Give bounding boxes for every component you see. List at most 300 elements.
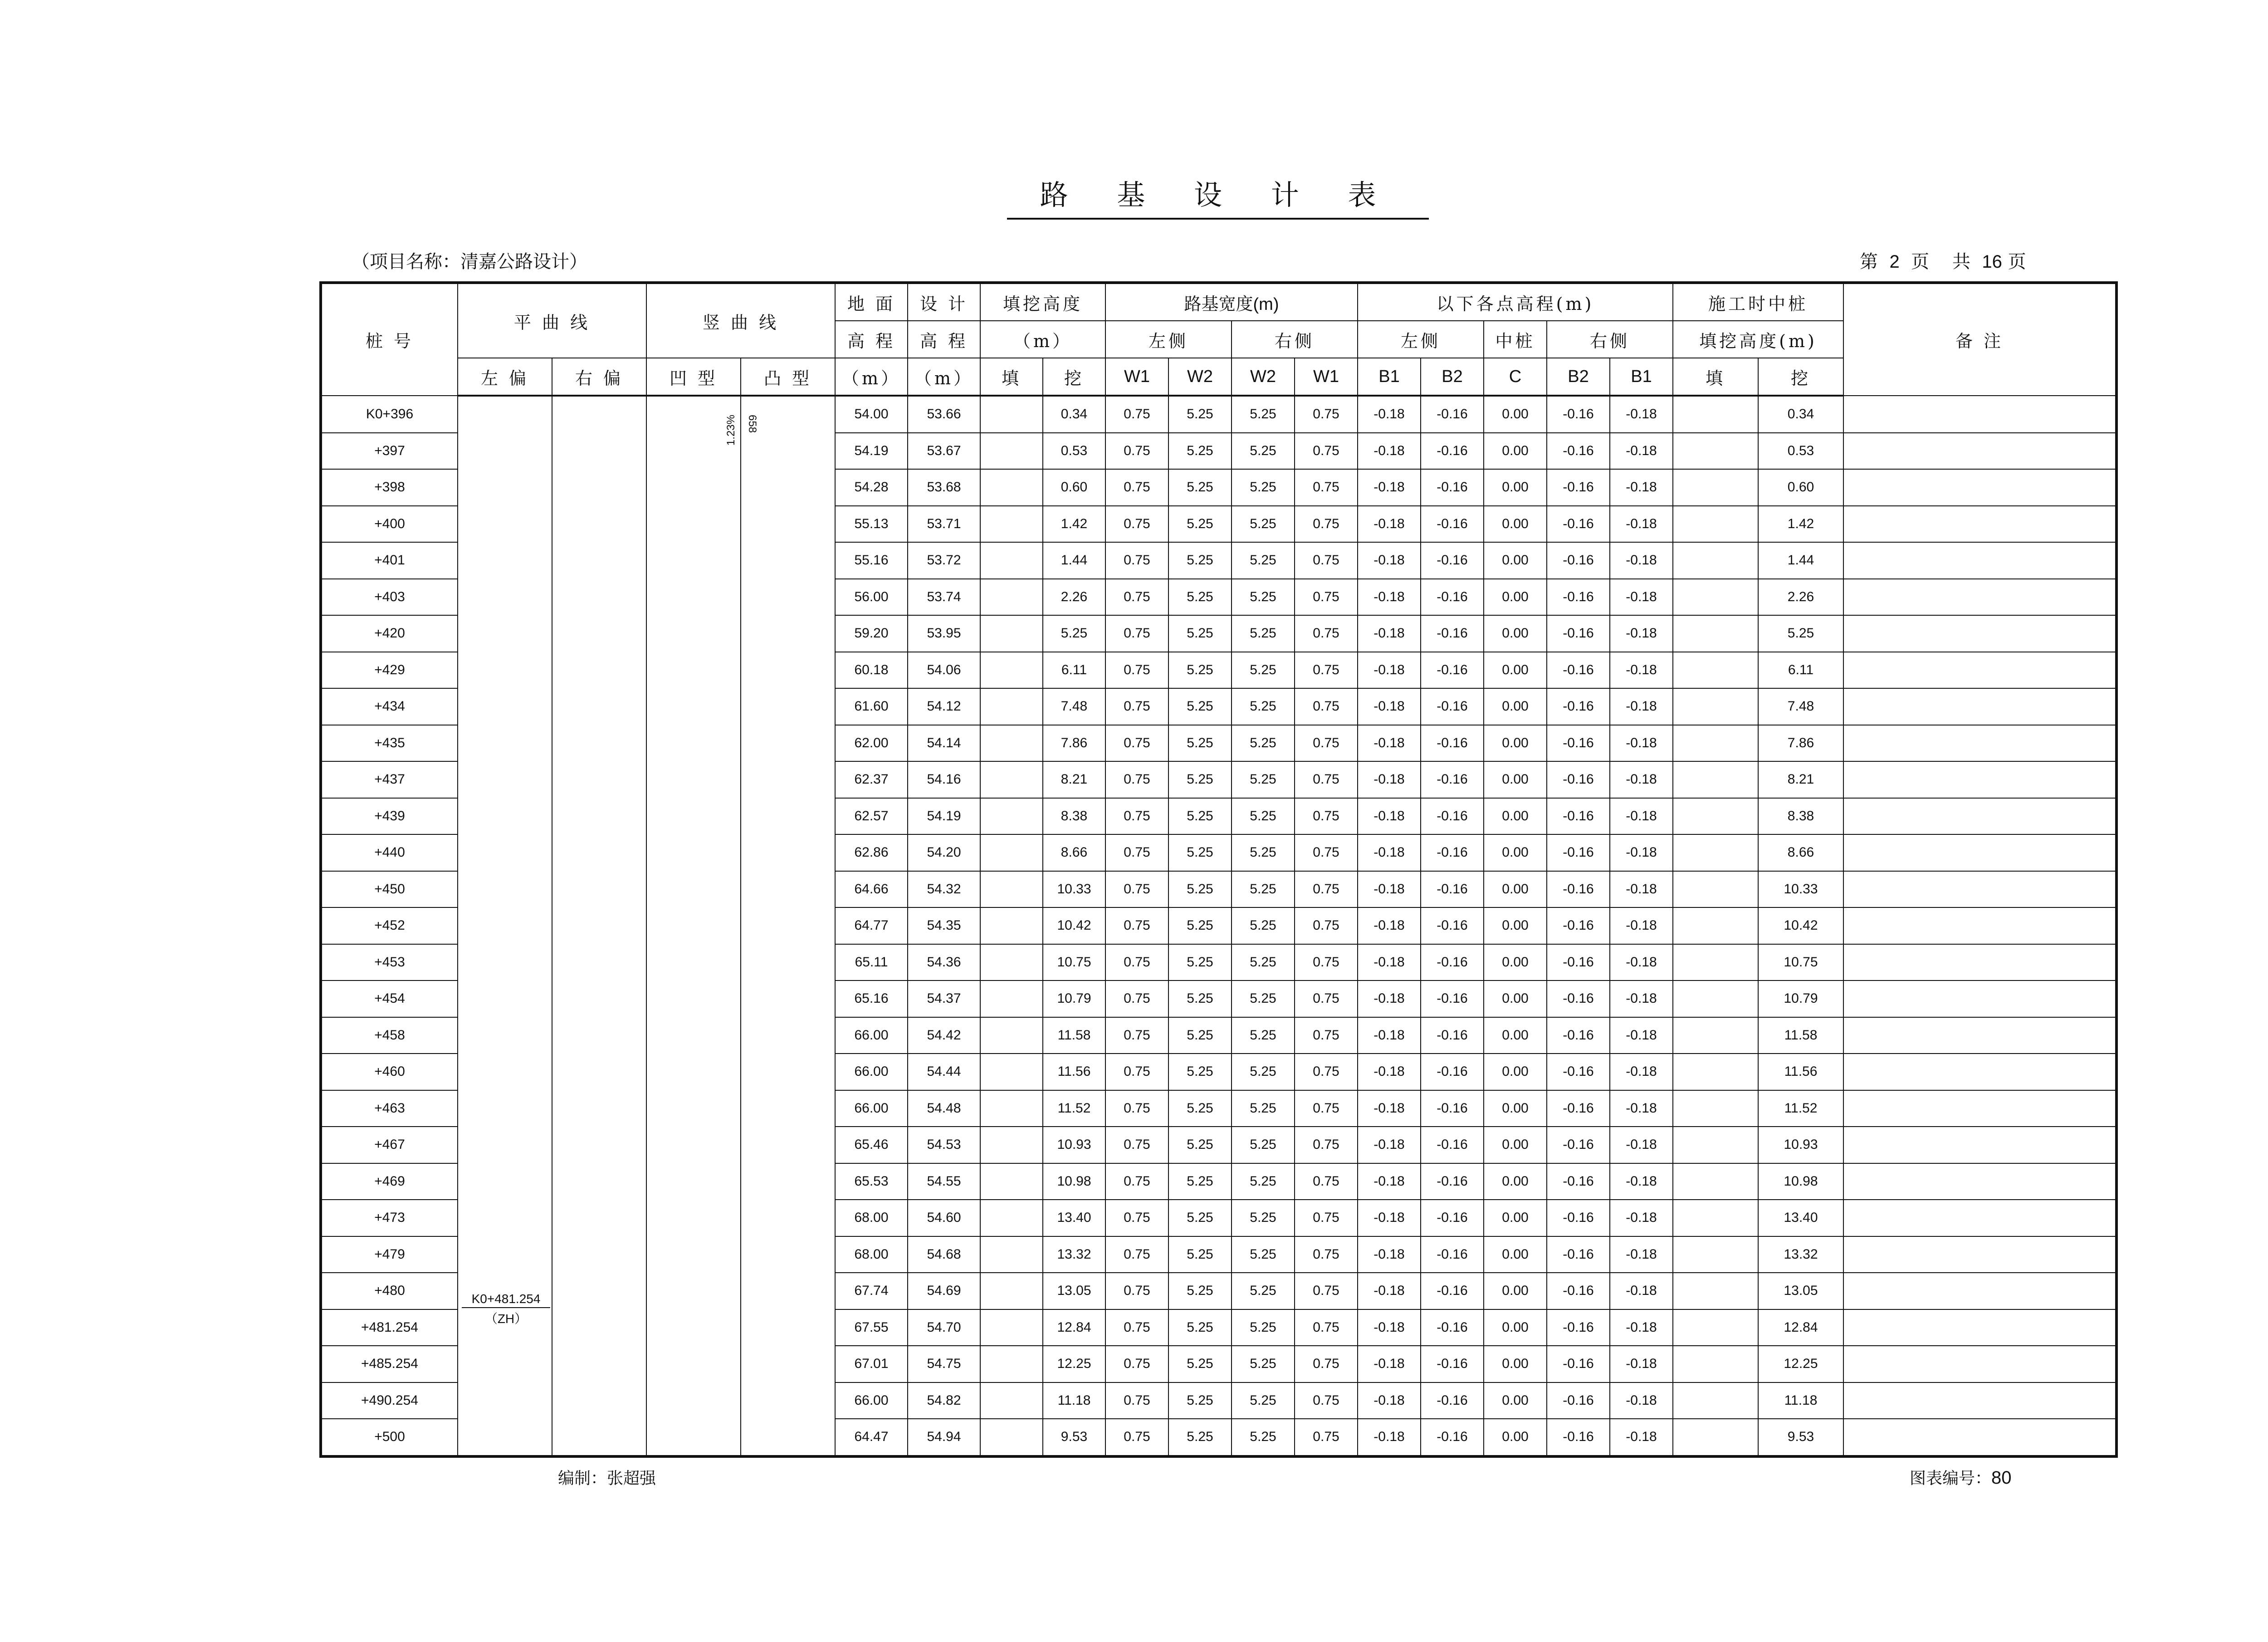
cell-cfill (1673, 1382, 1758, 1419)
cell-fill (980, 688, 1043, 725)
cell-note (1843, 907, 2116, 944)
header-design-elev-1: 设 计 (908, 283, 980, 321)
station-cell: +400 (321, 506, 458, 543)
header-width-left: 左侧 (1105, 321, 1232, 358)
cell-cut: 12.25 (1043, 1346, 1105, 1382)
cell-note (1843, 1346, 2116, 1382)
cell-c: 0.00 (1484, 761, 1547, 798)
cell-cut: 5.25 (1043, 615, 1105, 652)
station-cell: K0+396 (321, 396, 458, 433)
cell-b1l: -0.18 (1358, 907, 1421, 944)
station-cell: +434 (321, 688, 458, 725)
cell-wl2: 5.25 (1168, 396, 1232, 433)
station-cell: +463 (321, 1090, 458, 1127)
cell-wr1: 0.75 (1295, 688, 1358, 725)
cell-design: 54.19 (908, 798, 980, 835)
cell-wl2: 5.25 (1168, 1273, 1232, 1309)
header-construction-1: 施工时中桩 (1673, 283, 1843, 321)
cell-wr2: 5.25 (1232, 834, 1295, 871)
cell-cut: 1.44 (1043, 542, 1105, 579)
cell-ground: 65.53 (835, 1163, 908, 1200)
cell-wr2: 5.25 (1232, 1090, 1295, 1127)
cell-wl2: 5.25 (1168, 1054, 1232, 1090)
cell-b2r: -0.16 (1547, 980, 1610, 1017)
cell-b1r: -0.18 (1610, 542, 1673, 579)
cell-cut: 9.53 (1043, 1419, 1105, 1456)
header-w2-right: W2 (1232, 358, 1295, 396)
cell-b1l: -0.18 (1358, 1273, 1421, 1309)
cell-wl2: 5.25 (1168, 907, 1232, 944)
station-cell: +467 (321, 1127, 458, 1163)
cell-ccut: 11.18 (1758, 1382, 1843, 1419)
cell-b1r: -0.18 (1610, 1090, 1673, 1127)
cell-ground: 62.57 (835, 798, 908, 835)
cell-note (1843, 1163, 2116, 1200)
cell-wl1: 0.75 (1105, 761, 1168, 798)
cell-design: 54.94 (908, 1419, 980, 1456)
table-body (321, 396, 2116, 1456)
cell-b2l: -0.16 (1421, 652, 1484, 689)
cell-c: 0.00 (1484, 1346, 1547, 1382)
cell-b1l: -0.18 (1358, 798, 1421, 835)
cell-wl2: 5.25 (1168, 506, 1232, 543)
cell-wr1: 0.75 (1295, 615, 1358, 652)
cell-wl2: 5.25 (1168, 725, 1232, 762)
cell-note (1843, 834, 2116, 871)
cell-cut: 10.79 (1043, 980, 1105, 1017)
header-design-elev-2: 高 程 (908, 321, 980, 358)
cell-wr2: 5.25 (1232, 1309, 1295, 1346)
cell-ccut: 13.40 (1758, 1200, 1843, 1236)
cell-cut: 11.58 (1043, 1017, 1105, 1054)
cell-wr2: 5.25 (1232, 542, 1295, 579)
cell-b2r: -0.16 (1547, 433, 1610, 470)
cell-design: 53.74 (908, 579, 980, 616)
cell-cfill (1673, 1346, 1758, 1382)
cell-wl2: 5.25 (1168, 542, 1232, 579)
cell-c: 0.00 (1484, 907, 1547, 944)
cell-b2r: -0.16 (1547, 1273, 1610, 1309)
cell-c: 0.00 (1484, 1163, 1547, 1200)
cell-b2r: -0.16 (1547, 871, 1610, 908)
cell-b1l: -0.18 (1358, 433, 1421, 470)
cell-ccut: 0.53 (1758, 433, 1843, 470)
cell-note (1843, 433, 2116, 470)
cell-b2r: -0.16 (1547, 1017, 1610, 1054)
cell-wr2: 5.25 (1232, 1163, 1295, 1200)
cell-wr1: 0.75 (1295, 834, 1358, 871)
cell-c: 0.00 (1484, 615, 1547, 652)
cell-fill (980, 1273, 1043, 1309)
cell-cfill (1673, 542, 1758, 579)
cell-wl2: 5.25 (1168, 834, 1232, 871)
cell-b1r: -0.18 (1610, 688, 1673, 725)
header-design-unit: （m） (908, 358, 980, 396)
cell-wl2: 5.25 (1168, 980, 1232, 1017)
cell-wr2: 5.25 (1232, 1236, 1295, 1273)
cell-note (1843, 506, 2116, 543)
cell-wr1: 0.75 (1295, 469, 1358, 506)
cell-b1l: -0.18 (1358, 871, 1421, 908)
header-subgrade-width: 路基宽度(m) (1105, 283, 1358, 321)
cell-ground: 65.46 (835, 1127, 908, 1163)
cell-c: 0.00 (1484, 542, 1547, 579)
cell-cut: 7.48 (1043, 688, 1105, 725)
chart-number-label: 图表编号： (1910, 1469, 1992, 1488)
cell-c: 0.00 (1484, 1054, 1547, 1090)
cell-b2l: -0.16 (1421, 1127, 1484, 1163)
cell-design: 54.48 (908, 1090, 980, 1127)
cell-note (1843, 725, 2116, 762)
cell-fill (980, 652, 1043, 689)
cell-design: 53.95 (908, 615, 980, 652)
cell-cfill (1673, 1309, 1758, 1346)
cell-cut: 11.52 (1043, 1090, 1105, 1127)
cell-fill (980, 433, 1043, 470)
cell-b2r: -0.16 (1547, 798, 1610, 835)
header-b1-right: B1 (1610, 358, 1673, 396)
cell-b1r: -0.18 (1610, 1236, 1673, 1273)
cell-cfill (1673, 834, 1758, 871)
header-plan-right: 右 偏 (552, 358, 646, 396)
station-cell: +485.254 (321, 1346, 458, 1382)
cell-b2r: -0.16 (1547, 1127, 1610, 1163)
cell-wr2: 5.25 (1232, 761, 1295, 798)
cell-b2l: -0.16 (1421, 1200, 1484, 1236)
cell-ccut: 10.98 (1758, 1163, 1843, 1200)
page-info (1860, 247, 2026, 273)
cell-wr1: 0.75 (1295, 944, 1358, 981)
cell-cfill (1673, 798, 1758, 835)
page-prefix: 第 (1860, 251, 1878, 272)
cell-wl1: 0.75 (1105, 396, 1168, 433)
cell-b2r: -0.16 (1547, 506, 1610, 543)
cell-ccut: 7.48 (1758, 688, 1843, 725)
cell-fill (980, 1236, 1043, 1273)
cell-wr2: 5.25 (1232, 579, 1295, 616)
cell-cut: 10.75 (1043, 944, 1105, 981)
cell-wl2: 5.25 (1168, 944, 1232, 981)
cell-b2l: -0.16 (1421, 871, 1484, 908)
cell-wr1: 0.75 (1295, 1163, 1358, 1200)
cell-c: 0.00 (1484, 688, 1547, 725)
cell-ccut: 0.34 (1758, 396, 1843, 433)
cell-note (1843, 1127, 2116, 1163)
cell-b1l: -0.18 (1358, 1236, 1421, 1273)
cell-ground: 66.00 (835, 1382, 908, 1419)
cell-wl2: 5.25 (1168, 1127, 1232, 1163)
header-elev-center: 中桩 (1484, 321, 1547, 358)
cell-wr1: 0.75 (1295, 980, 1358, 1017)
cell-fill (980, 1163, 1043, 1200)
cell-design: 54.70 (908, 1309, 980, 1346)
cell-wr2: 5.25 (1232, 469, 1295, 506)
station-cell: +435 (321, 725, 458, 762)
cell-ground: 60.18 (835, 652, 908, 689)
cell-b2r: -0.16 (1547, 469, 1610, 506)
station-cell: +439 (321, 798, 458, 835)
cell-fill (980, 761, 1043, 798)
header-ground-elev-1: 地 面 (835, 283, 908, 321)
cell-b1l: -0.18 (1358, 980, 1421, 1017)
cell-ccut: 13.05 (1758, 1273, 1843, 1309)
cell-ground: 66.00 (835, 1017, 908, 1054)
cell-c: 0.00 (1484, 469, 1547, 506)
cell-wr2: 5.25 (1232, 433, 1295, 470)
cell-cfill (1673, 980, 1758, 1017)
cell-ccut: 1.44 (1758, 542, 1843, 579)
cell-b1r: -0.18 (1610, 834, 1673, 871)
cell-b1l: -0.18 (1358, 506, 1421, 543)
cell-wr2: 5.25 (1232, 1017, 1295, 1054)
header-const-fill: 填 (1673, 358, 1758, 396)
cell-b2r: -0.16 (1547, 1419, 1610, 1456)
header-construction-2: 填挖高度(m) (1673, 321, 1843, 358)
cell-ground: 61.60 (835, 688, 908, 725)
cell-fill (980, 1309, 1043, 1346)
cell-design: 54.35 (908, 907, 980, 944)
cell-b2l: -0.16 (1421, 944, 1484, 981)
header-point-elevations: 以下各点高程(m) (1358, 283, 1673, 321)
total-prefix: 共 (1952, 251, 1970, 272)
cell-cfill (1673, 1200, 1758, 1236)
cell-design: 54.06 (908, 652, 980, 689)
station-cell: +481.254 (321, 1309, 458, 1346)
cell-b2l: -0.16 (1421, 469, 1484, 506)
cell-b1r: -0.18 (1610, 980, 1673, 1017)
cell-wr2: 5.25 (1232, 1200, 1295, 1236)
cell-b1r: -0.18 (1610, 506, 1673, 543)
cell-cut: 0.34 (1043, 396, 1105, 433)
cell-b2l: -0.16 (1421, 725, 1484, 762)
cell-design: 54.82 (908, 1382, 980, 1419)
cell-ccut: 11.56 (1758, 1054, 1843, 1090)
cell-ground: 64.47 (835, 1419, 908, 1456)
cell-ccut: 0.60 (1758, 469, 1843, 506)
cell-wl1: 0.75 (1105, 1127, 1168, 1163)
cell-c: 0.00 (1484, 1382, 1547, 1419)
cell-cut: 13.05 (1043, 1273, 1105, 1309)
cell-b1l: -0.18 (1358, 1090, 1421, 1127)
cell-design: 54.68 (908, 1236, 980, 1273)
cell-wr1: 0.75 (1295, 1054, 1358, 1090)
cell-c: 0.00 (1484, 1200, 1547, 1236)
cell-b1l: -0.18 (1358, 761, 1421, 798)
cell-design: 54.42 (908, 1017, 980, 1054)
cell-b1l: -0.18 (1358, 542, 1421, 579)
cell-b1l: -0.18 (1358, 1309, 1421, 1346)
cell-cfill (1673, 615, 1758, 652)
cell-cfill (1673, 688, 1758, 725)
station-cell: +473 (321, 1200, 458, 1236)
cell-wr1: 0.75 (1295, 798, 1358, 835)
cell-design: 53.68 (908, 469, 980, 506)
cell-b2l: -0.16 (1421, 1054, 1484, 1090)
cell-wr1: 0.75 (1295, 1200, 1358, 1236)
cell-ccut: 8.38 (1758, 798, 1843, 835)
cell-ground: 54.28 (835, 469, 908, 506)
cell-wl1: 0.75 (1105, 871, 1168, 908)
cell-wr1: 0.75 (1295, 1017, 1358, 1054)
cell-wl1: 0.75 (1105, 725, 1168, 762)
cell-b1l: -0.18 (1358, 944, 1421, 981)
cell-wl1: 0.75 (1105, 1382, 1168, 1419)
cell-wl1: 0.75 (1105, 980, 1168, 1017)
cell-design: 54.12 (908, 688, 980, 725)
cell-cut: 8.38 (1043, 798, 1105, 835)
cell-ground: 67.74 (835, 1273, 908, 1309)
cell-wr1: 0.75 (1295, 542, 1358, 579)
cell-b1l: -0.18 (1358, 652, 1421, 689)
cell-b1l: -0.18 (1358, 579, 1421, 616)
cell-wl2: 5.25 (1168, 433, 1232, 470)
header-c: C (1484, 358, 1547, 396)
cell-b2l: -0.16 (1421, 688, 1484, 725)
cell-c: 0.00 (1484, 1419, 1547, 1456)
cell-b1l: -0.18 (1358, 469, 1421, 506)
cell-ccut: 11.52 (1758, 1090, 1843, 1127)
page-mid: 页 (1911, 251, 1930, 272)
cell-fill (980, 506, 1043, 543)
cell-fill (980, 1419, 1043, 1456)
cell-wr1: 0.75 (1295, 579, 1358, 616)
cell-cfill (1673, 871, 1758, 908)
cell-note (1843, 1419, 2116, 1456)
cell-cut: 13.32 (1043, 1236, 1105, 1273)
cell-fill (980, 798, 1043, 835)
cell-wr2: 5.25 (1232, 944, 1295, 981)
cell-cfill (1673, 1419, 1758, 1456)
cell-cfill (1673, 761, 1758, 798)
cell-wr2: 5.25 (1232, 1273, 1295, 1309)
cell-ground: 62.00 (835, 725, 908, 762)
cell-b2r: -0.16 (1547, 944, 1610, 981)
cell-cfill (1673, 907, 1758, 944)
station-cell: +490.254 (321, 1382, 458, 1419)
cell-ground: 68.00 (835, 1200, 908, 1236)
cell-ground: 55.13 (835, 506, 908, 543)
cell-ground: 62.86 (835, 834, 908, 871)
cell-c: 0.00 (1484, 506, 1547, 543)
cell-ground: 56.00 (835, 579, 908, 616)
cell-fill (980, 469, 1043, 506)
header-vert-concave: 凹 型 (646, 358, 741, 396)
cell-wl2: 5.25 (1168, 615, 1232, 652)
chart-number-value: 80 (1991, 1468, 2012, 1488)
cell-b1l: -0.18 (1358, 1017, 1421, 1054)
cell-b1l: -0.18 (1358, 725, 1421, 762)
cell-wr2: 5.25 (1232, 1382, 1295, 1419)
cell-b1r: -0.18 (1610, 615, 1673, 652)
cell-wl1: 0.75 (1105, 615, 1168, 652)
cell-b1l: -0.18 (1358, 834, 1421, 871)
cell-b2r: -0.16 (1547, 761, 1610, 798)
cell-b2r: -0.16 (1547, 1309, 1610, 1346)
cell-wr2: 5.25 (1232, 688, 1295, 725)
cell-note (1843, 688, 2116, 725)
station-cell: +403 (321, 579, 458, 616)
cell-b2l: -0.16 (1421, 1382, 1484, 1419)
cell-b2l: -0.16 (1421, 1309, 1484, 1346)
cell-wl2: 5.25 (1168, 1163, 1232, 1200)
cell-b2l: -0.16 (1421, 1017, 1484, 1054)
cell-design: 54.16 (908, 761, 980, 798)
header-elev-left: 左侧 (1358, 321, 1484, 358)
cell-fill (980, 907, 1043, 944)
cell-b1r: -0.18 (1610, 761, 1673, 798)
cell-note (1843, 871, 2116, 908)
station-cell: +500 (321, 1419, 458, 1456)
cell-wl1: 0.75 (1105, 1236, 1168, 1273)
cell-ground: 65.16 (835, 980, 908, 1017)
header-vert-convex: 凸 型 (741, 358, 835, 396)
cell-wl1: 0.75 (1105, 944, 1168, 981)
cell-wr1: 0.75 (1295, 1236, 1358, 1273)
cell-note (1843, 1236, 2116, 1273)
station-cell: +452 (321, 907, 458, 944)
compiled-by: 编制：张超强 (558, 1469, 656, 1488)
cell-b1r: -0.18 (1610, 579, 1673, 616)
cell-wr1: 0.75 (1295, 1309, 1358, 1346)
cell-note (1843, 1309, 2116, 1346)
cell-wl1: 0.75 (1105, 506, 1168, 543)
cell-b1l: -0.18 (1358, 1346, 1421, 1382)
cell-wr1: 0.75 (1295, 761, 1358, 798)
station-cell: +453 (321, 944, 458, 981)
cell-wl2: 5.25 (1168, 871, 1232, 908)
cell-cfill (1673, 725, 1758, 762)
cell-fill (980, 1090, 1043, 1127)
cell-ccut: 12.25 (1758, 1346, 1843, 1382)
cell-b2l: -0.16 (1421, 1163, 1484, 1200)
station-cell: +398 (321, 469, 458, 506)
cell-note (1843, 944, 2116, 981)
cell-b2l: -0.16 (1421, 798, 1484, 835)
cell-cut: 7.86 (1043, 725, 1105, 762)
cell-wl2: 5.25 (1168, 688, 1232, 725)
header-vertical-curve: 竖 曲 线 (646, 283, 835, 358)
cell-note (1843, 1200, 2116, 1236)
cell-wr2: 5.25 (1232, 1419, 1295, 1456)
cell-ground: 59.20 (835, 615, 908, 652)
cell-b1r: -0.18 (1610, 798, 1673, 835)
cell-wl2: 5.25 (1168, 469, 1232, 506)
cell-wl2: 5.25 (1168, 652, 1232, 689)
header-w2-left: W2 (1168, 358, 1232, 396)
cell-fill (980, 1127, 1043, 1163)
cell-cfill (1673, 1127, 1758, 1163)
cell-b1r: -0.18 (1610, 1054, 1673, 1090)
header-ground-unit: （m） (835, 358, 908, 396)
cell-b2l: -0.16 (1421, 542, 1484, 579)
cell-b2r: -0.16 (1547, 396, 1610, 433)
cell-fill (980, 542, 1043, 579)
cell-b1r: -0.18 (1610, 1273, 1673, 1309)
station-cell: +397 (321, 433, 458, 470)
project-name: （项目名称：清嘉公路设计） (352, 251, 587, 272)
station-cell: +460 (321, 1054, 458, 1090)
cell-b2r: -0.16 (1547, 542, 1610, 579)
cell-c: 0.00 (1484, 1273, 1547, 1309)
cell-ground: 54.19 (835, 433, 908, 470)
cell-design: 53.72 (908, 542, 980, 579)
cell-c: 0.00 (1484, 1090, 1547, 1127)
cell-design: 54.14 (908, 725, 980, 762)
cell-wr1: 0.75 (1295, 725, 1358, 762)
cell-wr2: 5.25 (1232, 506, 1295, 543)
vertical-curve-concave-column (646, 396, 741, 1456)
cell-ccut: 10.93 (1758, 1127, 1843, 1163)
